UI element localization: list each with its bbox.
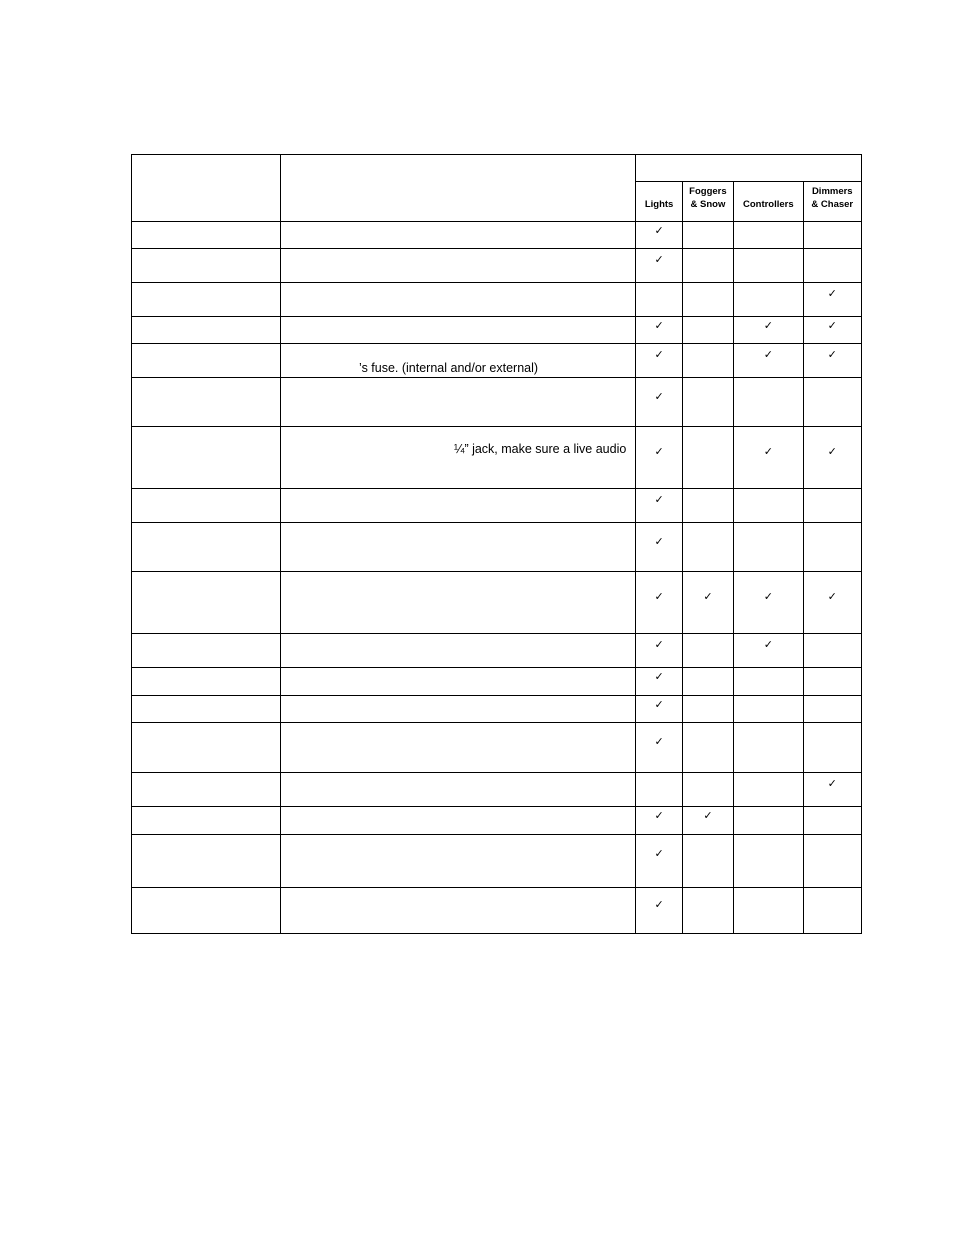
problem-cell [132,489,281,523]
column-header-foggers-label-2: & Snow [690,199,726,210]
solution-cell [281,807,636,835]
check-cell-foggers [682,696,733,723]
solution-cell [281,572,636,634]
solution-cell [281,317,636,344]
table-row [132,523,862,572]
table-row [132,344,862,378]
check-cell-dimmers [803,317,861,344]
check-cell-foggers [682,317,733,344]
check-cell-foggers [682,489,733,523]
check-mark-icon: ✓ [654,847,664,860]
check-mark-icon: ✓ [827,319,837,332]
solution-cell [281,888,636,934]
check-mark-icon: ✓ [654,348,664,361]
check-mark-icon: ✓ [763,319,773,332]
check-cell-foggers [682,427,733,489]
check-cell-dimmers [803,668,861,696]
column-header-lights-label: Lights [644,199,674,210]
table-row [132,489,862,523]
solution-cell [281,523,636,572]
check-cell-controllers [734,249,803,283]
troubleshooting-table [131,154,862,934]
check-cell-lights [636,634,682,668]
problem-cell [132,773,281,807]
check-cell-dimmers [803,378,861,427]
check-cell-lights [636,427,682,489]
check-mark-icon: ✓ [654,670,664,683]
table-row [132,249,862,283]
check-cell-dimmers [803,489,861,523]
column-header-foggers-label-1: Foggers [689,186,727,197]
check-mark-icon: ✓ [763,638,773,651]
solution-cell [281,696,636,723]
check-cell-controllers [734,427,803,489]
solution-cell [281,378,636,427]
check-mark-icon: ✓ [654,535,664,548]
check-cell-controllers [734,222,803,249]
check-cell-foggers [682,249,733,283]
problem-cell [132,807,281,835]
check-cell-controllers [734,378,803,427]
check-cell-dimmers [803,283,861,317]
table-row [132,723,862,773]
solution-cell [281,634,636,668]
table-row [132,888,862,934]
column-header-controllers-label: Controllers [742,199,794,210]
check-mark-icon: ✓ [654,493,664,506]
check-cell-lights [636,378,682,427]
solution-cell [281,249,636,283]
solution-cell [281,489,636,523]
table-row [132,427,862,489]
check-mark-icon: ✓ [654,735,664,748]
header-row-top [132,155,862,182]
solution-cell [281,668,636,696]
check-cell-lights [636,489,682,523]
check-mark-icon: ✓ [703,590,713,603]
problem-cell [132,427,281,489]
check-cell-controllers [734,523,803,572]
check-mark-icon: ✓ [827,348,837,361]
check-cell-controllers [734,835,803,888]
table-row [132,835,862,888]
solution-cell [281,344,636,378]
check-cell-foggers [682,773,733,807]
check-cell-dimmers [803,222,861,249]
table-row [132,222,862,249]
check-mark-icon: ✓ [654,224,664,237]
check-cell-lights [636,523,682,572]
check-cell-lights [636,668,682,696]
check-cell-controllers [734,723,803,773]
check-cell-dimmers [803,773,861,807]
table-row [132,572,862,634]
check-cell-dimmers [803,344,861,378]
table-row [132,807,862,835]
check-mark-icon: ✓ [763,445,773,458]
column-header-lights [636,182,682,222]
problem-cell [132,523,281,572]
check-cell-lights [636,572,682,634]
check-cell-controllers [734,317,803,344]
check-cell-lights [636,773,682,807]
check-cell-dimmers [803,634,861,668]
check-mark-icon: ✓ [763,348,773,361]
check-cell-lights [636,723,682,773]
table-row [132,317,862,344]
column-header-dimmers-label-2: & Chaser [811,199,854,210]
check-cell-foggers [682,344,733,378]
problem-cell [132,634,281,668]
problem-cell [132,283,281,317]
check-mark-icon: ✓ [654,390,664,403]
check-cell-lights [636,249,682,283]
check-cell-controllers [734,668,803,696]
problem-cell [132,696,281,723]
check-mark-icon: ✓ [654,898,664,911]
column-header-dimmers [803,182,861,222]
header-problem-cell [132,155,281,222]
problem-cell [132,572,281,634]
check-cell-controllers [734,634,803,668]
check-mark-icon: ✓ [654,638,664,651]
check-cell-foggers [682,888,733,934]
check-cell-dimmers [803,572,861,634]
table-row [132,696,862,723]
solution-cell [281,835,636,888]
check-mark-icon: ✓ [654,809,664,822]
check-cell-controllers [734,807,803,835]
check-cell-dimmers [803,427,861,489]
solution-cell [281,222,636,249]
check-cell-foggers [682,283,733,317]
problem-cell [132,888,281,934]
solution-cell [281,427,636,489]
table-row [132,378,862,427]
problem-cell [132,723,281,773]
check-cell-lights [636,283,682,317]
check-mark-icon: ✓ [654,698,664,711]
column-header-controllers [734,182,803,222]
check-cell-controllers [734,888,803,934]
check-mark-icon: ✓ [827,777,837,790]
problem-cell [132,378,281,427]
check-mark-icon: ✓ [827,287,837,300]
check-cell-dimmers [803,807,861,835]
check-cell-dimmers [803,888,861,934]
check-cell-lights [636,696,682,723]
check-mark-icon: ✓ [703,809,713,822]
check-cell-foggers [682,634,733,668]
check-mark-icon: ✓ [654,445,664,458]
check-cell-foggers [682,523,733,572]
check-cell-foggers [682,723,733,773]
column-header-foggers [682,182,733,222]
check-cell-foggers [682,668,733,696]
check-cell-lights [636,317,682,344]
header-solution-cell [281,155,636,222]
table-row [132,634,862,668]
check-mark-icon: ✓ [763,590,773,603]
check-mark-icon: ✓ [827,445,837,458]
column-header-dimmers-label-1: Dimmers [811,186,853,197]
solution-cell [281,773,636,807]
check-cell-lights [636,222,682,249]
check-cell-controllers [734,696,803,723]
problem-cell [132,344,281,378]
table-row [132,773,862,807]
problem-cell [132,317,281,344]
solution-cell [281,283,636,317]
problem-cell [132,668,281,696]
check-cell-dimmers [803,523,861,572]
check-cell-foggers [682,835,733,888]
solution-text: ’s fuse. (internal and/or external) [359,361,539,375]
check-cell-lights [636,344,682,378]
problem-cell [132,249,281,283]
check-cell-controllers [734,489,803,523]
check-cell-lights [636,888,682,934]
problem-cell [132,835,281,888]
table-row [132,668,862,696]
check-cell-foggers [682,807,733,835]
check-cell-dimmers [803,696,861,723]
check-cell-controllers [734,572,803,634]
check-cell-controllers [734,283,803,317]
problem-cell [132,222,281,249]
header-products-cell [636,155,862,182]
check-mark-icon: ✓ [654,253,664,266]
check-mark-icon: ✓ [654,319,664,332]
solution-cell [281,723,636,773]
check-cell-foggers [682,572,733,634]
solution-text: ¼” jack, make sure a live audio [454,442,627,456]
check-cell-foggers [682,222,733,249]
check-cell-controllers [734,773,803,807]
check-cell-lights [636,807,682,835]
table-row [132,283,862,317]
check-mark-icon: ✓ [827,590,837,603]
check-cell-dimmers [803,835,861,888]
check-cell-controllers [734,344,803,378]
check-cell-foggers [682,378,733,427]
check-cell-lights [636,835,682,888]
check-mark-icon: ✓ [654,590,664,603]
check-cell-dimmers [803,723,861,773]
check-cell-dimmers [803,249,861,283]
